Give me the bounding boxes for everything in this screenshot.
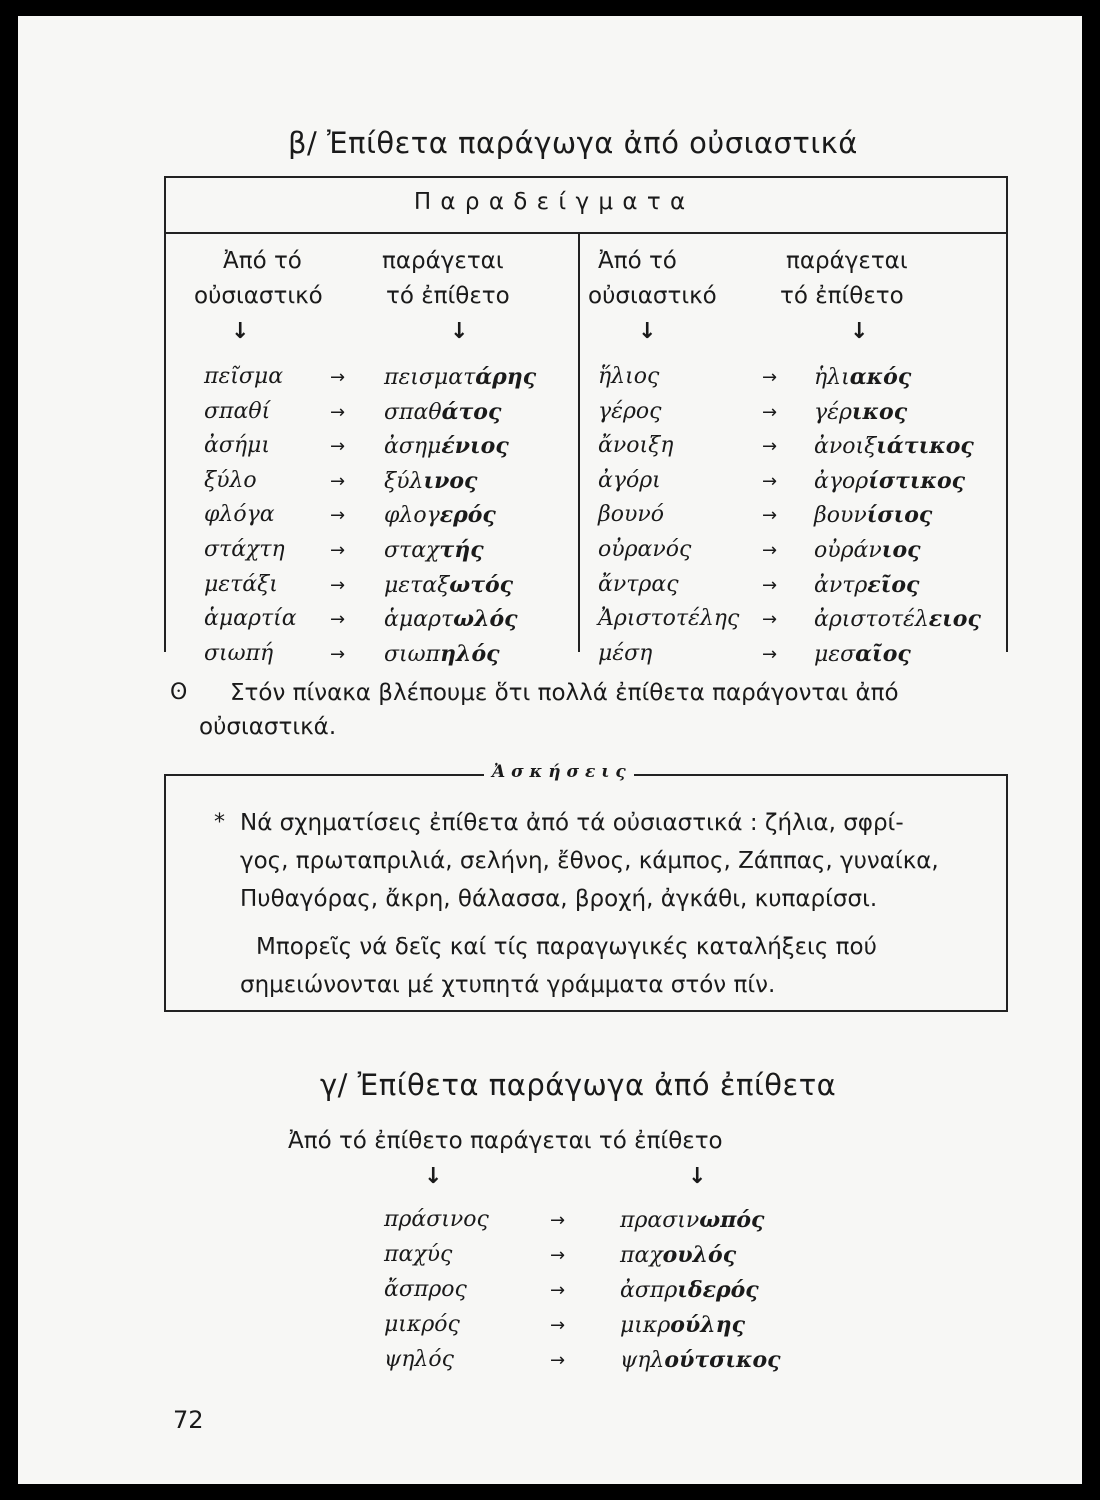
adjective-stem: μεταξ <box>384 572 450 598</box>
derivational-suffix: ειος <box>928 606 981 633</box>
right-row-noun: μέση <box>598 640 653 666</box>
right-row-adjective <box>814 572 919 598</box>
derivational-suffix: ικος <box>851 398 908 425</box>
right-row-noun: ἄνοιξη <box>598 433 674 459</box>
adjective-stem: ξύλ <box>384 468 424 494</box>
right-arrow-icon: → <box>330 540 346 561</box>
left-header-col1-line1: Ἀπό τό <box>223 248 302 274</box>
right-arrow-icon: → <box>550 1315 566 1336</box>
right-row-noun: Ἀριστοτέλης <box>598 606 740 632</box>
right-arrow-icon: → <box>330 367 346 388</box>
derivational-suffix: ιος <box>881 537 921 563</box>
adjective-stem: πρασιν <box>620 1208 700 1233</box>
adjective-stem: ἡλι <box>814 365 850 390</box>
right-row-noun: ἄντρας <box>598 571 679 597</box>
adjective-stem: βουν <box>814 503 867 529</box>
derivational-suffix: ουλός <box>662 1242 737 1268</box>
right-arrow-icon: → <box>762 401 778 423</box>
right-row-adjective <box>814 433 974 459</box>
right-arrow-icon: → <box>550 1350 566 1371</box>
right-arrow-icon: → <box>330 401 346 423</box>
left-row-noun: σιωπή <box>204 640 274 666</box>
down-arrow-icon: ↓ <box>638 319 657 344</box>
derivational-suffix: ερός <box>439 502 496 529</box>
right-row-noun: οὐρανός <box>598 537 692 562</box>
derivational-suffix: ίστικος <box>868 467 966 494</box>
right-arrow-icon: → <box>762 574 778 596</box>
derivational-suffix: ιδερός <box>677 1277 759 1303</box>
derivational-suffix: ακός <box>849 364 912 390</box>
right-row-adjective <box>814 502 932 528</box>
c-row-noun: ἄσπρος <box>384 1277 467 1302</box>
right-arrow-icon: → <box>330 505 346 527</box>
adjective-stem: παχ <box>620 1243 663 1268</box>
note-line-1: Στόν πίνακα βλέπουμε ὅτι πολλά ἐπίθετα παράγονται ἀπό <box>230 680 899 706</box>
left-row-adjective <box>384 572 513 598</box>
section-b-title: β/ Ἐπίθετα παράγωγα ἀπό οὐσιαστικά <box>288 126 858 160</box>
right-row-adjective <box>814 364 911 390</box>
right-arrow-icon: → <box>762 540 778 561</box>
right-header-col2-line2: τό ἐπίθετο <box>780 283 904 309</box>
left-row-noun: μετάξι <box>204 571 278 597</box>
right-arrow-icon: → <box>550 1280 566 1301</box>
table-column-divider <box>578 234 580 652</box>
left-row-noun: ἀσήμι <box>204 433 270 459</box>
exercises-label: Ἀ σ κ ή σ ε ι ς <box>484 762 634 782</box>
left-row-adjective <box>384 468 477 494</box>
derivational-suffix: ιάτικος <box>876 433 974 460</box>
adjective-stem: φλογ <box>384 503 440 529</box>
derivational-suffix: ωτός <box>449 571 514 598</box>
adjective-stem: ἀσημ <box>384 434 442 460</box>
c-row-adjective <box>620 1312 745 1338</box>
left-row-noun: στάχτη <box>204 537 285 562</box>
left-row-adjective <box>384 641 500 667</box>
left-row-noun: ξύλο <box>204 467 257 493</box>
right-row-noun: ἀγόρι <box>598 467 661 493</box>
right-header-col1-line2: οὐσιαστικό <box>588 283 717 309</box>
exercise-line-1: Νά σχηματίσεις ἐπίθετα ἀπό τά οὐσιαστικά : ζήλια, σφρί- <box>240 810 904 836</box>
left-header-col2-line1: παράγεται <box>382 248 504 274</box>
c-row-adjective <box>620 1242 736 1268</box>
c-row-noun: πράσινος <box>384 1207 489 1232</box>
adjective-stem: οὐράν <box>814 538 882 563</box>
left-row-noun: φλόγα <box>204 502 275 528</box>
adjective-stem: ἁμαρτ <box>384 607 454 633</box>
section-c-header: Ἀπό τό ἐπίθετο παράγεται τό ἐπίθετο <box>288 1128 723 1154</box>
adjective-stem: ἀντρ <box>814 572 868 598</box>
note-line-2: οὐσιαστικά. <box>199 714 337 740</box>
adjective-stem: μικρ <box>620 1313 671 1338</box>
bullet-icon: * <box>214 810 225 835</box>
right-arrow-icon: → <box>330 436 346 458</box>
c-row-adjective <box>620 1347 781 1373</box>
right-row-noun: βουνό <box>598 502 664 528</box>
left-row-adjective <box>384 364 536 390</box>
left-row-adjective <box>384 433 509 459</box>
c-row-noun: παχύς <box>384 1242 453 1267</box>
right-arrow-icon: → <box>762 643 778 665</box>
left-row-noun: ἁμαρτία <box>204 606 297 632</box>
right-row-noun: γέρος <box>598 398 662 424</box>
adjective-stem: σιωπ <box>384 641 441 667</box>
right-arrow-icon: → <box>762 367 778 388</box>
derivational-suffix: τής <box>439 537 484 563</box>
adjective-stem: γέρ <box>814 399 852 425</box>
derivational-suffix: ινος <box>423 467 478 494</box>
adjective-stem: ψηλ <box>620 1348 665 1373</box>
derivational-suffix: ωλός <box>453 606 518 633</box>
right-arrow-icon: → <box>762 470 778 492</box>
c-row-noun: μικρός <box>384 1312 460 1337</box>
adjective-stem: ἀριστοτέλ <box>814 607 929 633</box>
derivational-suffix: ούτσικος <box>664 1347 781 1373</box>
derivational-suffix: ένιος <box>441 433 509 460</box>
down-arrow-icon: ↓ <box>688 1164 707 1189</box>
right-row-adjective <box>814 399 907 425</box>
c-row-noun: ψηλός <box>384 1347 454 1372</box>
left-header-col2-line2: τό ἐπίθετο <box>386 283 510 309</box>
derivational-suffix: ούλης <box>670 1312 746 1338</box>
adjective-stem: σπαθ <box>384 399 442 425</box>
section-c-title: γ/ Ἐπίθετα παράγωγα ἀπό ἐπίθετα <box>320 1068 837 1102</box>
exercise-line-2: γος, πρωταπριλιά, σελήνη, ἔθνος, κάμπος, Ζάππας, γυναίκα, <box>240 848 939 874</box>
right-row-adjective <box>814 537 921 563</box>
right-arrow-icon: → <box>762 505 778 527</box>
right-arrow-icon: → <box>762 609 778 631</box>
left-header-col1-line2: οὐσιαστικό <box>194 283 323 309</box>
right-row-adjective <box>814 468 965 494</box>
left-row-noun: σπαθί <box>204 398 271 424</box>
table-header-divider <box>164 232 1008 234</box>
note-icon: ʘ <box>170 680 188 705</box>
book-page <box>18 16 1082 1484</box>
down-arrow-icon: ↓ <box>231 319 250 344</box>
derivational-suffix: αῖος <box>855 640 911 667</box>
right-arrow-icon: → <box>330 643 346 665</box>
exercise-line-4: Μπορεῖς νά δεῖς καί τίς παραγωγικές καταλήξεις πού <box>256 934 877 960</box>
right-row-adjective <box>814 606 981 632</box>
page-number: 72 <box>173 1406 204 1434</box>
adjective-stem: ἀνοιξ <box>814 434 877 460</box>
right-row-noun: ἥλιος <box>598 364 660 389</box>
exercise-line-5: σημειώνονται μέ χτυπητά γράμματα στόν πίν. <box>240 972 776 998</box>
adjective-stem: ἀσπρ <box>620 1278 678 1303</box>
right-arrow-icon: → <box>330 609 346 631</box>
derivational-suffix: ωπός <box>699 1207 765 1233</box>
right-arrow-icon: → <box>330 574 346 596</box>
left-row-adjective <box>384 399 501 425</box>
exercise-line-3: Πυθαγόρας, ἄκρη, θάλασσα, βροχή, ἀγκάθι, κυπαρίσσι. <box>240 886 878 912</box>
right-row-adjective <box>814 641 911 667</box>
c-row-adjective <box>620 1277 759 1303</box>
right-arrow-icon: → <box>762 436 778 458</box>
right-header-col1-line1: Ἀπό τό <box>598 248 677 274</box>
derivational-suffix: άτος <box>441 398 502 425</box>
left-row-adjective <box>384 606 518 632</box>
adjective-stem: σταχ <box>384 538 440 563</box>
derivational-suffix: άρης <box>475 364 537 390</box>
right-header-col2-line1: παράγεται <box>786 248 908 274</box>
down-arrow-icon: ↓ <box>450 319 469 344</box>
c-row-adjective <box>620 1207 764 1233</box>
right-arrow-icon: → <box>330 470 346 492</box>
derivational-suffix: ηλός <box>440 640 500 667</box>
adjective-stem: πεισματ <box>384 365 476 390</box>
right-arrow-icon: → <box>550 1245 566 1266</box>
derivational-suffix: εῖος <box>867 571 920 598</box>
derivational-suffix: ίσιος <box>866 502 933 529</box>
right-arrow-icon: → <box>550 1210 566 1231</box>
adjective-stem: μεσ <box>814 641 856 667</box>
down-arrow-icon: ↓ <box>424 1164 443 1189</box>
down-arrow-icon: ↓ <box>850 319 869 344</box>
left-row-adjective <box>384 537 484 563</box>
table-caption: Π α ρ α δ ε ί γ μ α τ α <box>413 189 687 215</box>
left-row-adjective <box>384 502 496 528</box>
left-row-noun: πεῖσμα <box>204 364 284 389</box>
adjective-stem: ἀγορ <box>814 468 869 494</box>
